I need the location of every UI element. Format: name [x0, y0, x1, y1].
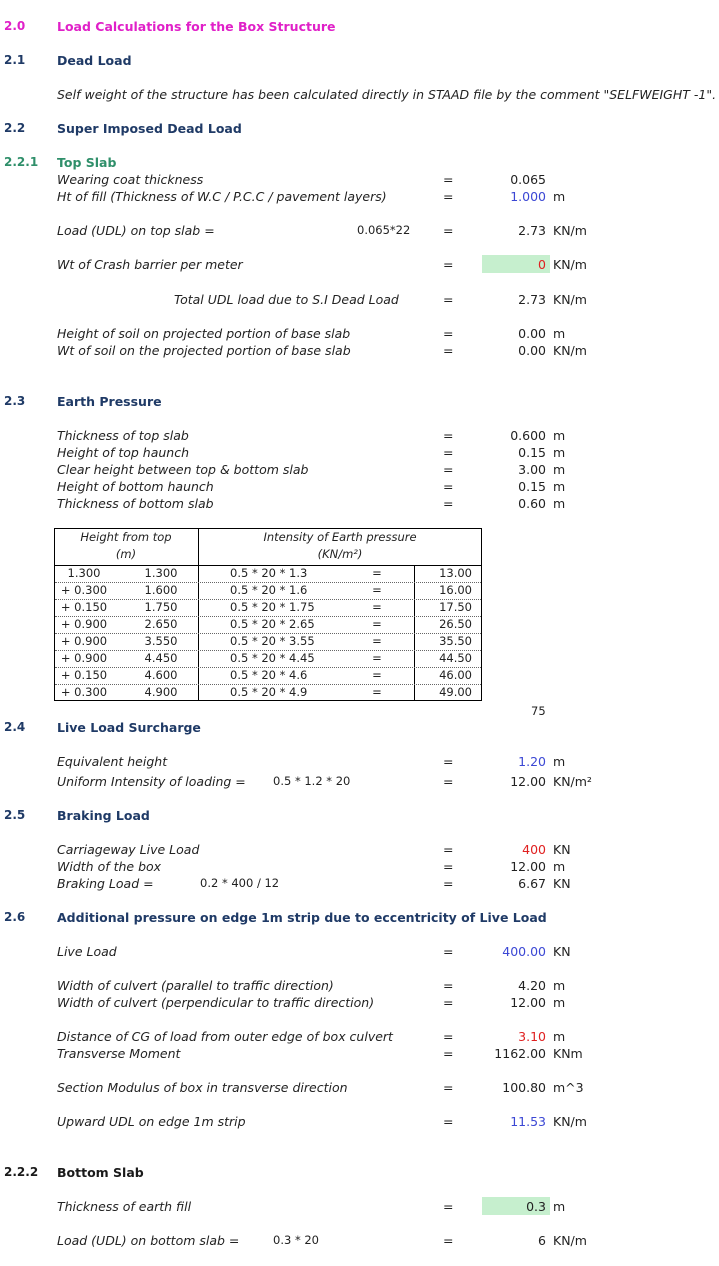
section-title-2-1: Dead Load: [57, 53, 132, 68]
label-carriageway-ll: Carriageway Live Load: [57, 842, 200, 857]
section-number-2-1: 2.1: [4, 53, 26, 67]
eq-sign: =: [443, 876, 454, 891]
value-transverse-moment[interactable]: 1162.00: [494, 1046, 546, 1061]
eq-sign: =: [443, 944, 454, 959]
eq-sign: =: [443, 445, 454, 460]
label-width-parallel: Width of culvert (parallel to traffic direction): [57, 978, 334, 993]
value-uniform-intensity[interactable]: 12.00: [510, 774, 546, 789]
label-clear-height: Clear height between top & bottom slab: [57, 462, 309, 477]
cell-cumulative: 3.550: [144, 634, 178, 648]
cell-eq: =: [372, 634, 382, 648]
formula-load-bottom-slab: 0.3 * 20: [273, 1233, 319, 1247]
unit-thk-top-slab: m: [553, 428, 566, 443]
value-height-soil[interactable]: 0.00: [518, 326, 546, 341]
eq-sign: =: [443, 978, 454, 993]
eq-sign: =: [443, 774, 454, 789]
cell-intensity: 16.00: [439, 583, 472, 597]
unit-width-parallel: m: [553, 978, 566, 993]
cell-expression: 0.5 * 20 * 1.6: [230, 583, 308, 597]
section-title-2-4: Live Load Surcharge: [57, 720, 201, 735]
cell-eq: =: [372, 600, 382, 614]
eq-sign: =: [443, 343, 454, 358]
value-braking-load[interactable]: 6.67: [518, 876, 546, 891]
cell-cumulative: 1.750: [144, 600, 178, 614]
eq-sign: =: [443, 223, 454, 238]
label-top-haunch: Height of top haunch: [57, 445, 189, 460]
cell-eq: =: [372, 566, 382, 580]
label-wearing-coat: Wearing coat thickness: [57, 172, 204, 187]
cell-expression: 0.5 * 20 * 2.65: [230, 617, 315, 631]
cell-expression: 0.5 * 20 * 4.9: [230, 685, 308, 699]
formula-uniform-intensity: 0.5 * 1.2 * 20: [273, 774, 351, 788]
cell-expression: 0.5 * 20 * 1.3: [230, 566, 308, 580]
unit-load-top-slab: KN/m: [553, 223, 587, 238]
eq-sign: =: [443, 172, 454, 187]
cell-expression: 0.5 * 20 * 1.75: [230, 600, 315, 614]
cell-cumulative: 1.600: [144, 583, 178, 597]
cell-cumulative: 4.900: [144, 685, 178, 699]
table-note: 75: [531, 704, 546, 718]
section-number-2-2-1: 2.2.1: [4, 155, 39, 169]
cell-intensity: 26.50: [439, 617, 472, 631]
table-header-intensity: Intensity of Earth pressure: [263, 530, 417, 544]
section-title-2-2-2: Bottom Slab: [57, 1165, 144, 1180]
section-number-2-2: 2.2: [4, 121, 26, 135]
eq-sign: =: [443, 1114, 454, 1129]
label-upward-udl: Upward UDL on edge 1m strip: [57, 1114, 246, 1129]
table-header-height: Height from top: [80, 530, 172, 544]
value-clear-height[interactable]: 3.00: [518, 462, 546, 477]
section-number-2-2-2: 2.2.2: [4, 1165, 39, 1179]
cell-expression: 0.5 * 20 * 4.6: [230, 668, 308, 682]
eq-sign: =: [443, 462, 454, 477]
cell-increment: + 0.900: [60, 617, 108, 631]
eq-sign: =: [443, 189, 454, 204]
value-bottom-haunch[interactable]: 0.15: [518, 479, 546, 494]
unit-ht-of-fill: m: [553, 189, 566, 204]
cell-intensity: 17.50: [439, 600, 472, 614]
section-number-2-5: 2.5: [4, 808, 26, 822]
unit-carriageway-ll: KN: [553, 842, 571, 857]
eq-sign: =: [443, 292, 454, 307]
unit-live-load: KN: [553, 944, 571, 959]
eq-sign: =: [443, 479, 454, 494]
eq-sign: =: [443, 754, 454, 769]
value-carriageway-ll[interactable]: 400: [522, 842, 546, 857]
section-number-2-3: 2.3: [4, 394, 26, 408]
formula-load-top-slab: 0.065*22: [357, 223, 411, 237]
cell-increment: + 0.300: [60, 583, 108, 597]
value-wt-soil[interactable]: 0.00: [518, 343, 546, 358]
section-number-2-0: 2.0: [4, 19, 26, 33]
unit-section-modulus: m^3: [553, 1080, 584, 1095]
unit-transverse-moment: KNm: [553, 1046, 583, 1061]
label-transverse-moment: Transverse Moment: [57, 1046, 181, 1061]
label-earth-fill: Thickness of earth fill: [57, 1199, 192, 1214]
unit-crash-barrier: KN/m: [553, 257, 587, 272]
eq-sign: =: [443, 859, 454, 874]
cell-intensity: 44.50: [439, 651, 472, 665]
value-width-perpendicular[interactable]: 12.00: [510, 995, 546, 1010]
cell-intensity: 49.00: [439, 685, 472, 699]
section-title-2-3: Earth Pressure: [57, 394, 162, 409]
cell-increment: 1.300: [67, 566, 101, 580]
cell-intensity: 35.50: [439, 634, 472, 648]
unit-uniform-intensity: KN/m²: [553, 774, 592, 789]
label-ht-of-fill: Ht of fill (Thickness of W.C / P.C.C / pavement layers): [57, 189, 387, 204]
label-thk-top-slab: Thickness of top slab: [57, 428, 189, 443]
cell-expression: 0.5 * 20 * 3.55: [230, 634, 315, 648]
unit-top-haunch: m: [553, 445, 566, 460]
label-cg-distance: Distance of CG of load from outer edge of box culvert: [57, 1029, 393, 1044]
eq-sign: =: [443, 428, 454, 443]
cell-eq: =: [372, 685, 382, 699]
unit-equiv-height: m: [553, 754, 566, 769]
section-title-2-2: Super Imposed Dead Load: [57, 121, 242, 136]
label-bottom-haunch: Height of bottom haunch: [57, 479, 214, 494]
cell-cumulative: 4.450: [144, 651, 178, 665]
label-wt-soil: Wt of soil on the projected portion of base slab: [57, 343, 351, 358]
unit-bottom-haunch: m: [553, 479, 566, 494]
label-load-top-slab: Load (UDL) on top slab =: [57, 223, 215, 238]
eq-sign: =: [443, 257, 454, 272]
cell-cumulative: 1.300: [144, 566, 178, 580]
unit-height-soil: m: [553, 326, 566, 341]
formula-braking-load: 0.2 * 400 / 12: [200, 876, 280, 890]
cell-increment: + 0.150: [60, 668, 108, 682]
unit-earth-fill: m: [553, 1199, 566, 1214]
label-live-load: Live Load: [57, 944, 117, 959]
cell-increment: + 0.900: [60, 634, 108, 648]
value-wearing-coat[interactable]: 0.065: [510, 172, 546, 187]
cell-eq: =: [372, 583, 382, 597]
value-ht-of-fill[interactable]: 1.000: [510, 189, 546, 204]
cell-expression: 0.5 * 20 * 4.45: [230, 651, 315, 665]
label-uniform-intensity: Uniform Intensity of loading =: [57, 774, 246, 789]
value-equiv-height[interactable]: 1.20: [518, 754, 546, 769]
eq-sign: =: [443, 842, 454, 857]
eq-sign: =: [443, 1046, 454, 1061]
eq-sign: =: [443, 1233, 454, 1248]
unit-braking-load: KN: [553, 876, 571, 891]
cell-cumulative: 2.650: [144, 617, 178, 631]
cell-cumulative: 4.600: [144, 668, 178, 682]
section-number-2-6: 2.6: [4, 910, 26, 924]
section-title-2-0: Load Calculations for the Box Structure: [57, 19, 336, 34]
eq-sign: =: [443, 326, 454, 341]
value-earth-fill[interactable]: 0.3: [526, 1199, 546, 1214]
value-width-box[interactable]: 12.00: [510, 859, 546, 874]
unit-thk-bottom-slab: m: [553, 496, 566, 511]
unit-load-bottom-slab: KN/m: [553, 1233, 587, 1248]
dead-load-note: Self weight of the structure has been calculated directly in STAAD file by the comment "SELFWEIGHT -1".: [57, 87, 717, 102]
eq-sign: =: [443, 1029, 454, 1044]
cell-intensity: 46.00: [439, 668, 472, 682]
section-title-2-6: Additional pressure on edge 1m strip due to eccentricity of Live Load: [57, 910, 547, 925]
label-braking-load: Braking Load =: [57, 876, 154, 891]
value-thk-bottom-slab[interactable]: 0.60: [518, 496, 546, 511]
value-load-bottom-slab[interactable]: 6: [538, 1233, 546, 1248]
table-header-intensity-unit: (KN/m²): [317, 547, 363, 561]
unit-width-perpendicular: m: [553, 995, 566, 1010]
label-thk-bottom-slab: Thickness of bottom slab: [57, 496, 214, 511]
value-total-udl[interactable]: 2.73: [518, 292, 546, 307]
value-load-top-slab[interactable]: 2.73: [518, 223, 546, 238]
unit-wt-soil: KN/m: [553, 343, 587, 358]
cell-eq: =: [372, 651, 382, 665]
value-top-haunch[interactable]: 0.15: [518, 445, 546, 460]
cell-eq: =: [372, 668, 382, 682]
value-width-parallel[interactable]: 4.20: [518, 978, 546, 993]
value-live-load[interactable]: 400.00: [502, 944, 546, 959]
eq-sign: =: [443, 496, 454, 511]
label-width-perpendicular: Width of culvert (perpendicular to traffic direction): [57, 995, 375, 1010]
section-title-2-2-1: Top Slab: [57, 155, 117, 170]
unit-width-box: m: [553, 859, 566, 874]
value-crash-barrier[interactable]: 0: [538, 257, 546, 272]
cell-increment: + 0.150: [60, 600, 108, 614]
label-load-bottom-slab: Load (UDL) on bottom slab =: [57, 1233, 240, 1248]
label-height-soil: Height of soil on projected portion of base slab: [57, 326, 351, 341]
section-title-2-5: Braking Load: [57, 808, 150, 823]
value-upward-udl[interactable]: 11.53: [510, 1114, 546, 1129]
section-number-2-4: 2.4: [4, 720, 26, 734]
cell-increment: + 0.300: [60, 685, 108, 699]
unit-cg-distance: m: [553, 1029, 566, 1044]
cell-intensity: 13.00: [439, 566, 472, 580]
value-cg-distance[interactable]: 3.10: [518, 1029, 546, 1044]
table-header-height-unit: (m): [115, 547, 137, 561]
label-total-udl: Total UDL load due to S.I Dead Load: [174, 292, 399, 307]
eq-sign: =: [443, 1080, 454, 1095]
label-equiv-height: Equivalent height: [57, 754, 168, 769]
eq-sign: =: [443, 995, 454, 1010]
unit-total-udl: KN/m: [553, 292, 587, 307]
eq-sign: =: [443, 1199, 454, 1214]
cell-increment: + 0.900: [60, 651, 108, 665]
unit-upward-udl: KN/m: [553, 1114, 587, 1129]
label-section-modulus: Section Modulus of box in transverse direction: [57, 1080, 348, 1095]
cell-eq: =: [372, 617, 382, 631]
label-crash-barrier: Wt of Crash barrier per meter: [57, 257, 243, 272]
value-section-modulus[interactable]: 100.80: [502, 1080, 546, 1095]
label-width-box: Width of the box: [57, 859, 162, 874]
unit-clear-height: m: [553, 462, 566, 477]
value-thk-top-slab[interactable]: 0.600: [510, 428, 546, 443]
